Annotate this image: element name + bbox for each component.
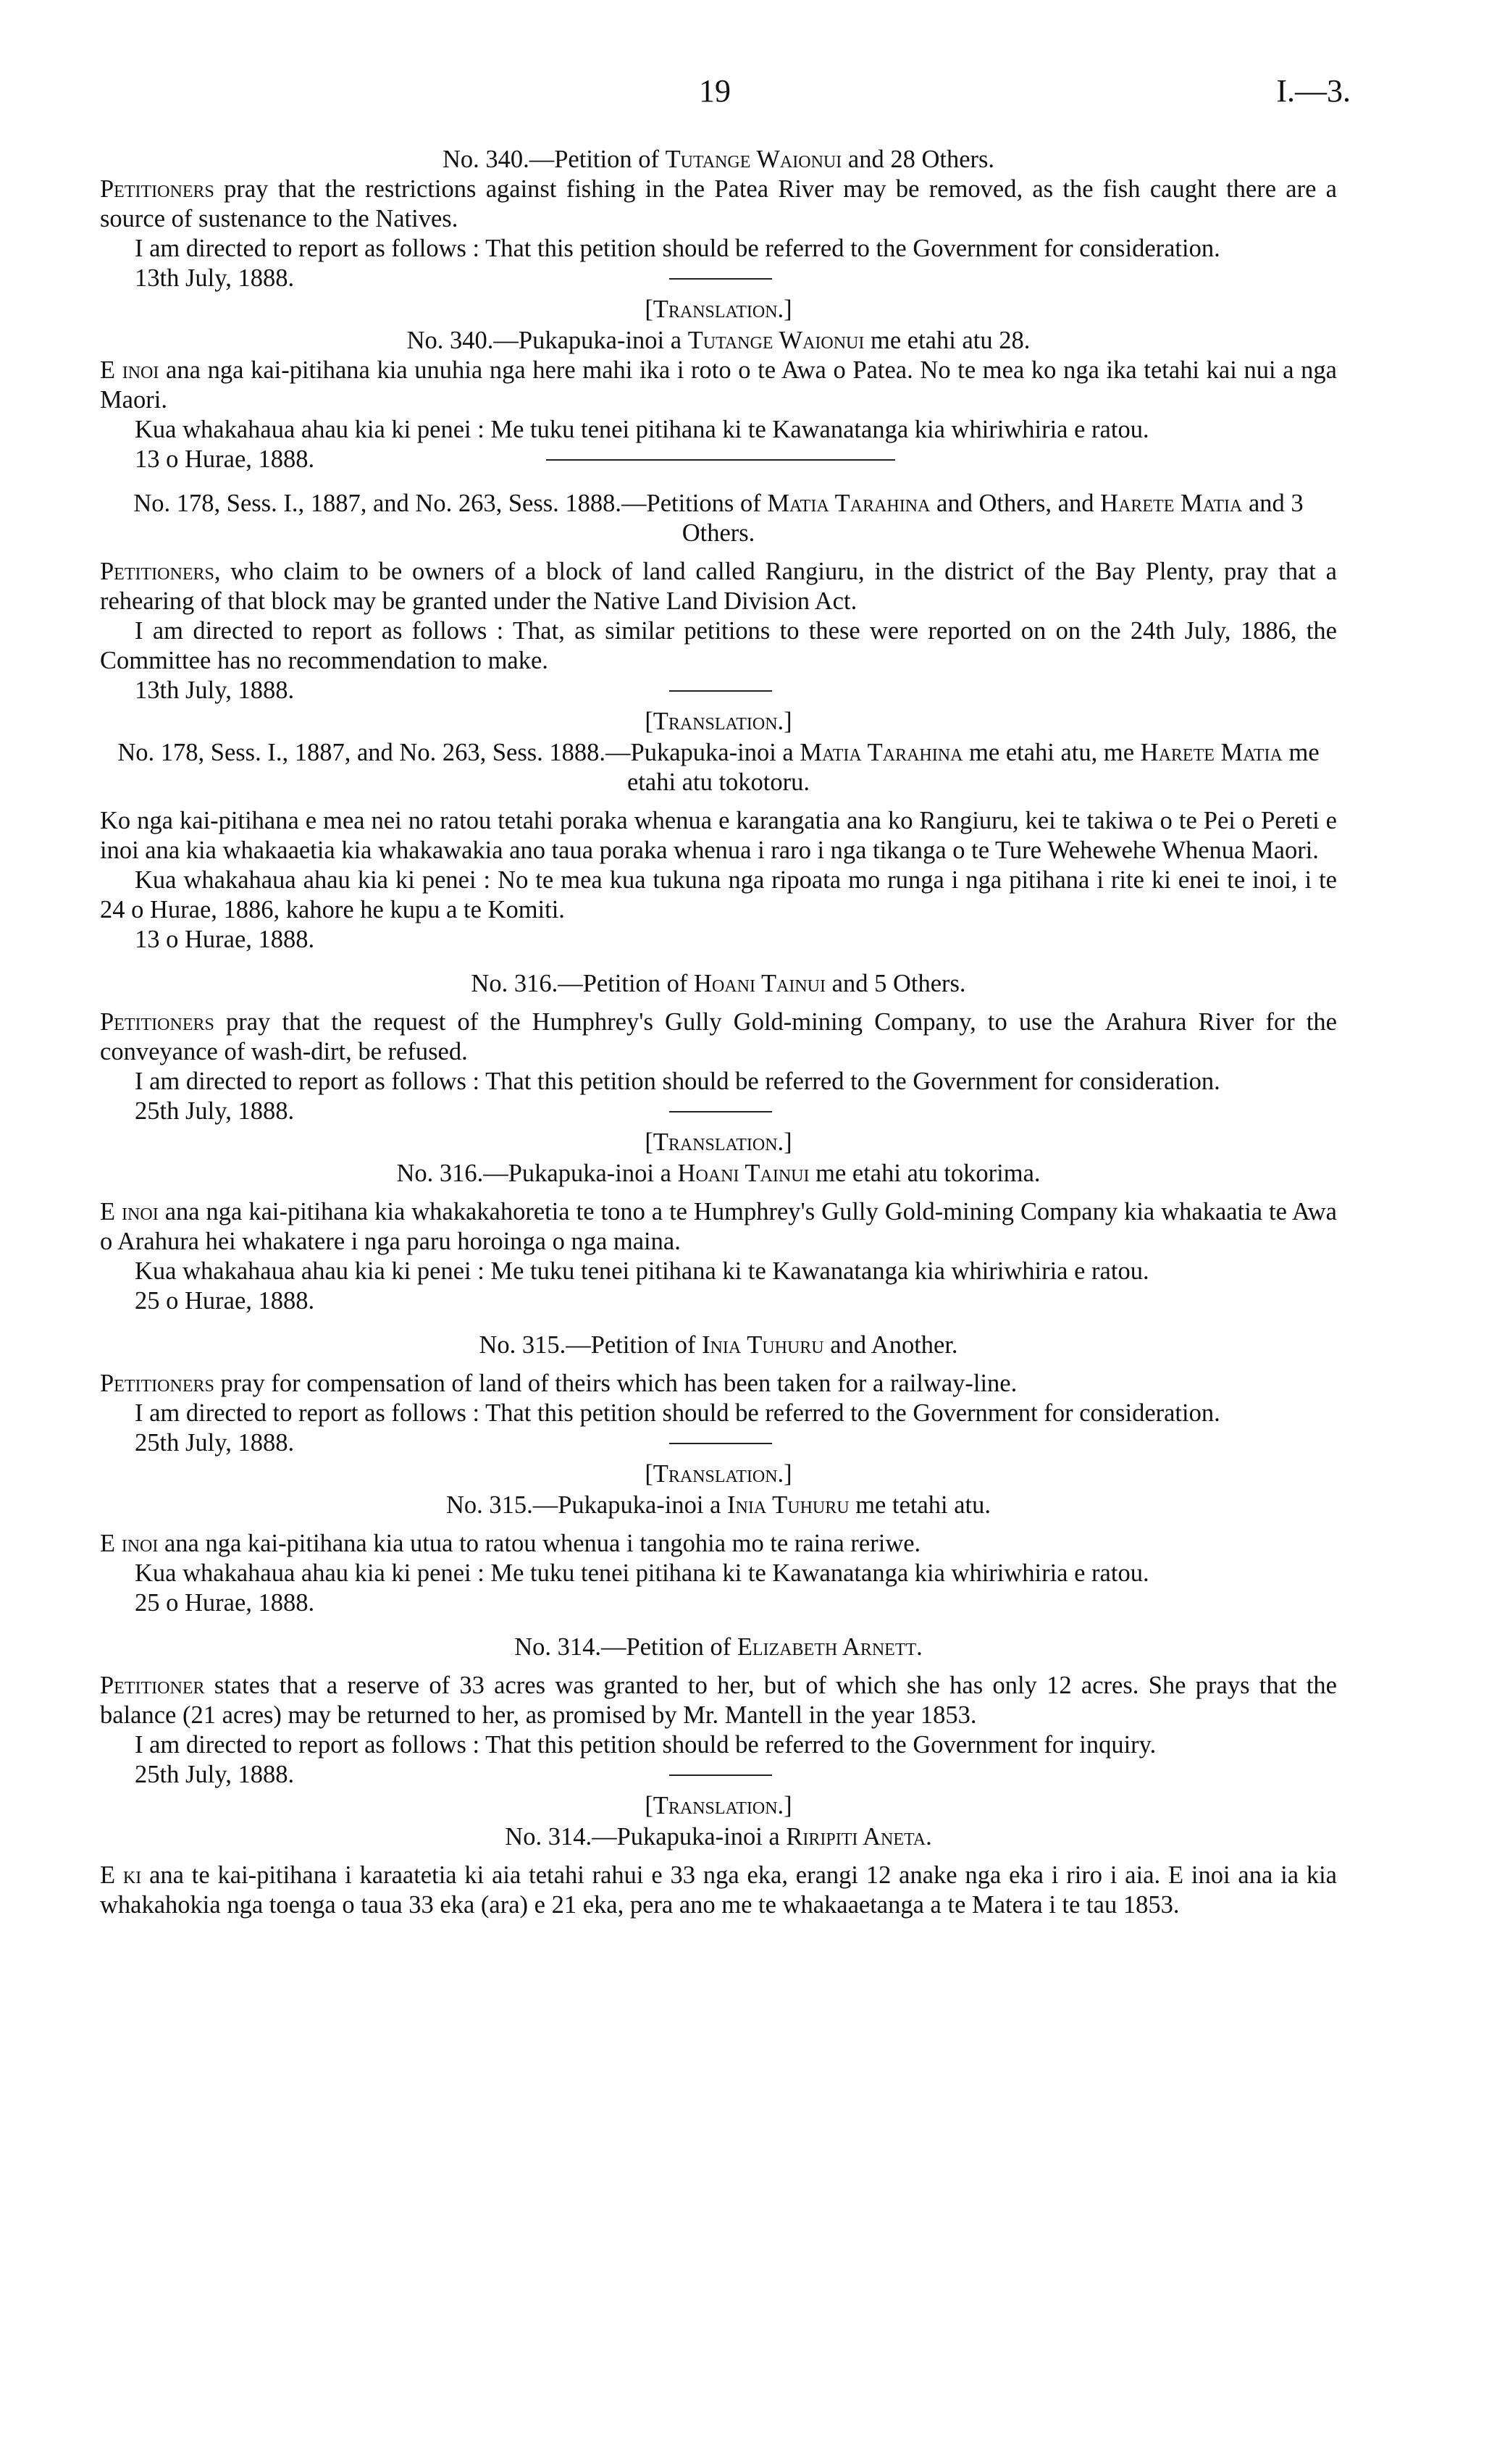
translation-label: [Translation.]: [645, 708, 792, 735]
petition-body: Petitioners, who claim to be owners of a block of land called Rangiuru, in the district of the Bay Plenty, pray that a rehearing of that block may be granted under the Native Land Division Act.: [100, 558, 1337, 615]
translation-body: E inoi ana nga kai-pitihana kia unuhia nga here mahi ika i roto o te Awa o Patea. No te mea ko nga ika tetahi kai nui a nga Maori.: [100, 356, 1337, 414]
short-divider: [669, 1774, 772, 1776]
translation-report: Kua whakahaua ahau kia ki penei : Me tuku tenei pitihana ki te Kawanatanga kia whiriwhiria e ratou.: [135, 1257, 1149, 1285]
translation-title: No. 315.—Pukapuka-inoi a Inia Tuhuru me tetahi atu.: [445, 1491, 991, 1519]
short-divider: [669, 690, 772, 692]
translation-title: No. 314.—Pukapuka-inoi a Riripiti Aneta.: [505, 1823, 932, 1851]
report-date: 25th July, 1888.: [100, 1097, 1337, 1126]
petition-title: No. 315.—Petition of Inia Tuhuru and Another.: [479, 1331, 958, 1359]
translation-body: E inoi ana nga kai-pitihana kia utua to ratou whenua i tangohia mo te raina reriwe.: [100, 1530, 921, 1557]
petition-title: No. 316.—Petition of Hoani Tainui and 5 Others.: [471, 970, 966, 997]
committee-report: I am directed to report as follows : That this petition should be referred to the Government for consideration.: [135, 1399, 1220, 1427]
committee-report: I am directed to report as follows : That this petition should be referred to the Government for consideration.: [135, 235, 1220, 262]
translation-label: [Translation.]: [645, 1128, 792, 1156]
translation-date: 13 o Hurae, 1888.: [100, 445, 1337, 474]
report-date: 13th July, 1888.: [100, 264, 1337, 293]
translation-body: E ki ana te kai-pitihana i karaatetia ki aia tetahi rahui e 33 nga eka, erangi 12 anake nga eka i riro i aia. E inoi ana ia kia whakahokia nga toenga o taua 33 eka (ara) e 21 eka, pera ano me te whakaaetanga a te Matera i te tau 1853.: [100, 1861, 1337, 1919]
petition-title: No. 340.—Petition of Tutange Waionui and 28 Others.: [442, 146, 995, 173]
translation-title: No. 316.—Pukapuka-inoi a Hoani Tainui me etahi atu tokorima.: [396, 1160, 1041, 1187]
translation-title: No. 340.—Pukapuka-inoi a Tutange Waionui me etahi atu 28.: [406, 327, 1031, 354]
short-divider: [669, 278, 772, 280]
short-divider: [669, 1111, 772, 1112]
petition-section: [100, 145, 1337, 474]
report-date: 25th July, 1888.: [100, 1760, 1337, 1790]
petition-body: Petitioner states that a reserve of 33 acres was granted to her, but of which she has only 12 acres. She prays that the balance (21 acres) may be returned to her, as promised by Mr. Mantell in the year 1853.: [100, 1672, 1337, 1729]
short-divider: [669, 1443, 772, 1444]
translation-label: [Translation.]: [645, 296, 792, 323]
translation-date: 13 o Hurae, 1888.: [135, 926, 315, 953]
petition-section: [100, 1331, 1337, 1618]
translation-title: No. 178, Sess. I., 1887, and No. 263, Sess. 1888.—Pukapuka-inoi a Matia Tarahina me etahi atu, me Harete Matia me etahi atu tokotoru.: [117, 739, 1320, 796]
report-date: 25th July, 1888.: [100, 1428, 1337, 1458]
translation-report: Kua whakahaua ahau kia ki penei : Me tuku tenei pitihana ki te Kawanatanga kia whiriwhiria e ratou.: [135, 1559, 1149, 1587]
translation-label: [Translation.]: [645, 1792, 792, 1819]
section-divider: [546, 459, 895, 461]
petition-body: Petitioners pray for compensation of land of theirs which has been taken for a railway-line.: [100, 1370, 1018, 1397]
translation-report: Kua whakahaua ahau kia ki penei : No te mea kua tukuna nga ripoata mo runga i nga pitihana i rite ki enei te inoi, i te 24 o Hurae, 1886, kahore he kupu a te Komiti.: [100, 866, 1337, 923]
translation-date: 25 o Hurae, 1888.: [135, 1589, 315, 1617]
translation-label: [Translation.]: [645, 1460, 792, 1488]
committee-report: I am directed to report as follows : That, as similar petitions to these were reported on on the 24th July, 1886, the Committee has no recommendation to make.: [100, 617, 1337, 674]
petition-body: Petitioners pray that the request of the Humphrey's Gully Gold-mining Company, to use the Arahura River for the conveyance of wash-dirt, be refused.: [100, 1008, 1337, 1065]
page-header: [0, 72, 1497, 116]
report-date: 13th July, 1888.: [100, 676, 1337, 705]
petition-section: [100, 1633, 1337, 1920]
page-content: [100, 145, 1337, 1920]
page-number: 19: [699, 73, 731, 109]
committee-report: I am directed to report as follows : That this petition should be referred to the Government for inquiry.: [135, 1731, 1157, 1759]
petition-section: [100, 489, 1337, 955]
petition-title: No. 314.—Petition of Elizabeth Arnett.: [514, 1633, 923, 1661]
document-reference: I.—3.: [1276, 73, 1351, 109]
translation-body: E inoi ana nga kai-pitihana kia whakakahoretia te tono a te Humphrey's Gully Gold-mining Company kia whakaatia te Awa o Arahura hei whakatere i nga paru horoinga o nga maina.: [100, 1198, 1337, 1255]
petition-section: [100, 969, 1337, 1316]
translation-report: Kua whakahaua ahau kia ki penei : Me tuku tenei pitihana ki te Kawanatanga kia whiriwhiria e ratou.: [135, 416, 1149, 443]
translation-body: Ko nga kai-pitihana e mea nei no ratou tetahi poraka whenua e karangatia ana ko Rangiuru, kei te takiwa o te Pei o Pereti e inoi ana kia whakaaetia kia whakawakia ano taua poraka whenua i raro i nga tikanga o te Ture Wehewehe Whenua Maori.: [100, 807, 1337, 864]
translation-date: 25 o Hurae, 1888.: [135, 1287, 315, 1315]
petition-body: Petitioners pray that the restrictions against fishing in the Patea River may be removed, as the fish caught there are a source of sustenance to the Natives.: [100, 175, 1337, 232]
committee-report: I am directed to report as follows : That this petition should be referred to the Government for consideration.: [135, 1068, 1220, 1095]
petition-title: No. 178, Sess. I., 1887, and No. 263, Sess. 1888.—Petitions of Matia Tarahina and Others, and Harete Matia and 3 Others.: [133, 490, 1304, 547]
